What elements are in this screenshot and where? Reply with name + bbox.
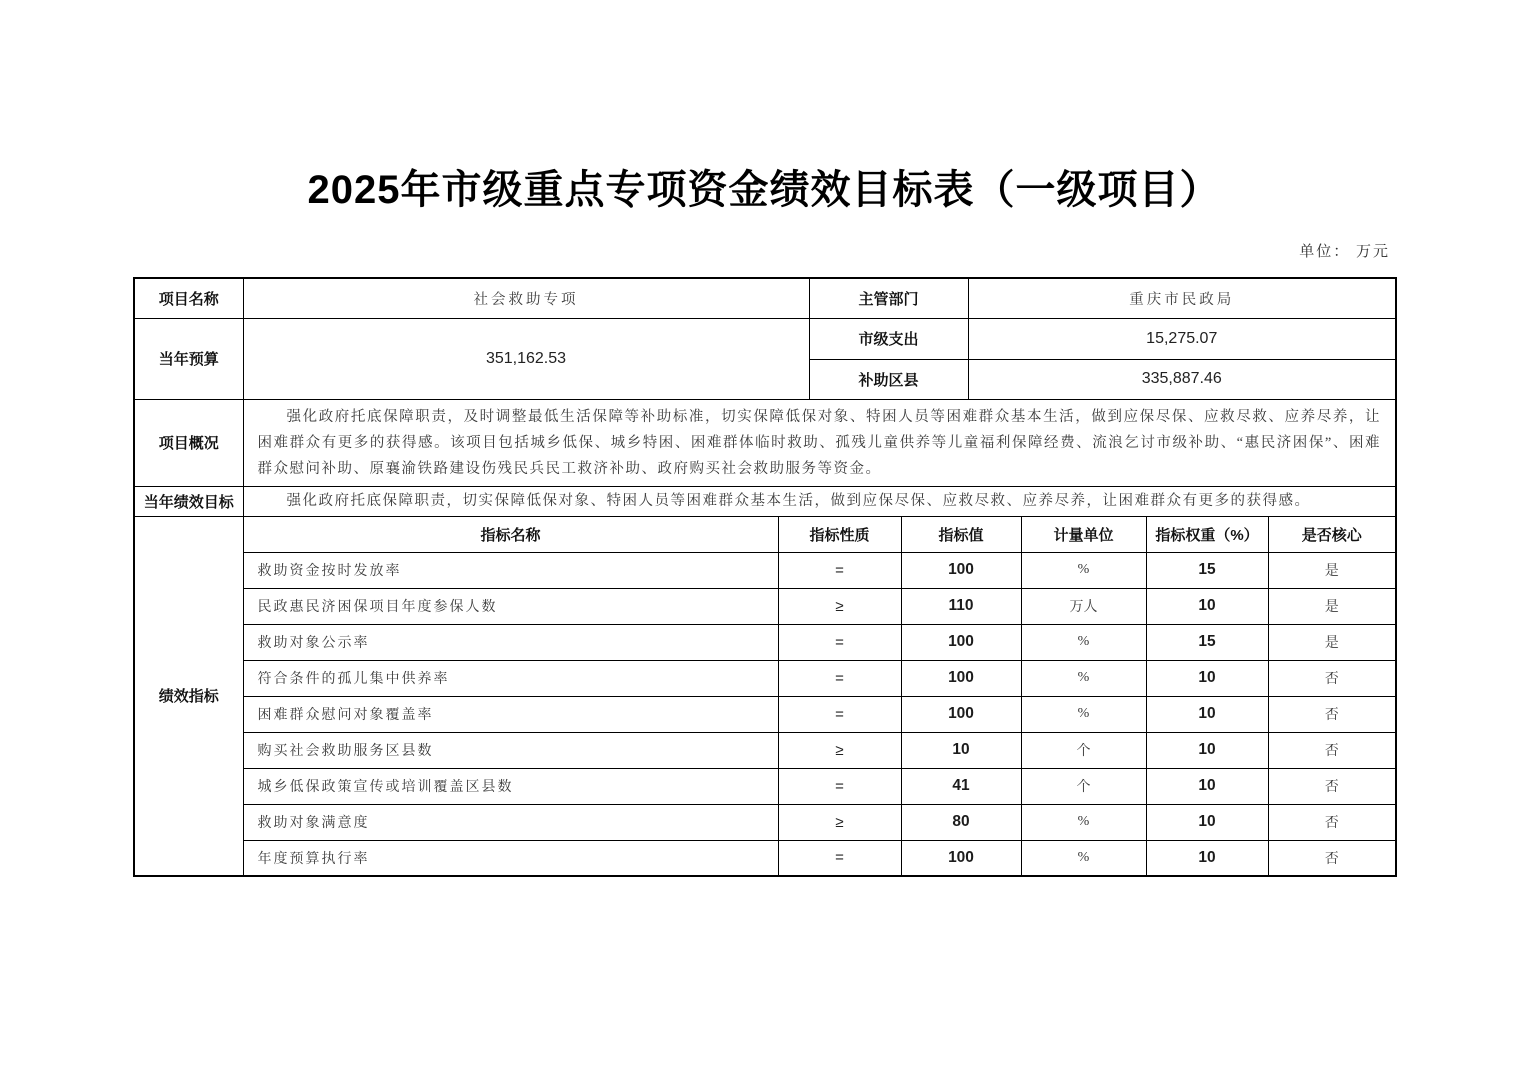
- table-row: [134, 399, 1396, 486]
- annual-target-text: 强化政府托底保障职责，切实保障低保对象、特困人员等困难群众基本生活，做到应保尽保、应救尽救、应养尽养，让困难群众有更多的获得感。: [243, 486, 1396, 516]
- indicator-name: 年度预算执行率: [243, 840, 778, 876]
- indicator-core: 否: [1268, 696, 1396, 732]
- indicator-row: [134, 732, 1396, 768]
- budget-label: 当年预算: [134, 318, 243, 399]
- header-is-core: 是否核心: [1268, 516, 1396, 552]
- indicator-core: 否: [1268, 732, 1396, 768]
- indicator-value: 100: [901, 624, 1021, 660]
- indicator-unit: 万人: [1021, 588, 1146, 624]
- indicator-weight: 15: [1146, 552, 1268, 588]
- indicator-name: 救助对象公示率: [243, 624, 778, 660]
- indicator-core: 否: [1268, 660, 1396, 696]
- city-expense-value: 15,275.07: [968, 318, 1396, 359]
- indicator-value: 110: [901, 588, 1021, 624]
- page-title: 2025年市级重点专项资金绩效目标表（一级项目）: [307, 168, 1221, 212]
- county-subsidy-label: 补助区县: [809, 359, 968, 399]
- indicator-unit: 个: [1021, 732, 1146, 768]
- indicator-value: 41: [901, 768, 1021, 804]
- table-row: [134, 486, 1396, 516]
- indicator-name: 符合条件的孤儿集中供养率: [243, 660, 778, 696]
- table-row: [134, 318, 1396, 359]
- indicator-weight: 15: [1146, 624, 1268, 660]
- indicator-nature: =: [778, 552, 901, 588]
- indicator-row: [134, 552, 1396, 588]
- indicator-unit: %: [1021, 660, 1146, 696]
- indicator-unit: %: [1021, 804, 1146, 840]
- department-label: 主管部门: [809, 278, 968, 318]
- table-row: [134, 278, 1396, 318]
- indicator-row: [134, 660, 1396, 696]
- indicator-name: 救助对象满意度: [243, 804, 778, 840]
- indicator-nature: =: [778, 624, 901, 660]
- budget-value: 351,162.53: [243, 318, 809, 399]
- department-value: 重庆市民政局: [968, 278, 1396, 318]
- indicator-nature: ≥: [778, 804, 901, 840]
- indicator-unit: %: [1021, 840, 1146, 876]
- indicator-value: 80: [901, 804, 1021, 840]
- indicator-value: 100: [901, 660, 1021, 696]
- indicator-nature: =: [778, 768, 901, 804]
- indicator-value: 100: [901, 696, 1021, 732]
- header-indicator-value: 指标值: [901, 516, 1021, 552]
- indicator-name: 救助资金按时发放率: [243, 552, 778, 588]
- indicator-nature: =: [778, 840, 901, 876]
- header-indicator-nature: 指标性质: [778, 516, 901, 552]
- indicator-name: 困难群众慰问对象覆盖率: [243, 696, 778, 732]
- indicator-header-row: [134, 516, 1396, 552]
- indicator-unit: %: [1021, 552, 1146, 588]
- unit-label: 单位： 万元: [1299, 244, 1390, 260]
- indicator-core: 是: [1268, 624, 1396, 660]
- indicator-row: [134, 696, 1396, 732]
- indicator-nature: =: [778, 696, 901, 732]
- indicator-name: 民政惠民济困保项目年度参保人数: [243, 588, 778, 624]
- header-indicator-name: 指标名称: [243, 516, 778, 552]
- indicator-unit: 个: [1021, 768, 1146, 804]
- indicator-weight: 10: [1146, 840, 1268, 876]
- indicator-weight: 10: [1146, 588, 1268, 624]
- county-subsidy-value: 335,887.46: [968, 359, 1396, 399]
- indicators-section-label: 绩效指标: [134, 516, 243, 876]
- indicator-nature: ≥: [778, 732, 901, 768]
- header-indicator-weight: 指标权重（%）: [1146, 516, 1268, 552]
- indicator-core: 否: [1268, 804, 1396, 840]
- indicator-nature: =: [778, 660, 901, 696]
- indicator-row: [134, 588, 1396, 624]
- city-expense-label: 市级支出: [809, 318, 968, 359]
- project-name-value: 社会救助专项: [243, 278, 809, 318]
- overview-text: 强化政府托底保障职责，及时调整最低生活保障等补助标准，切实保障低保对象、特困人员等困难群众基本生活，做到应保尽保、应救尽救、应养尽养，让困难群众有更多的获得感。该项目包括城乡低保、城乡特困、困难群体临时救助、孤残儿童供养等儿童福利保障经费、流浪乞讨市级补助、“惠民济困保”、困难群众慰问补助、原襄渝铁路建设伤残民兵民工救济补助、政府购买社会救助服务等资金。: [243, 399, 1396, 486]
- indicator-row: [134, 804, 1396, 840]
- indicator-weight: 10: [1146, 732, 1268, 768]
- indicator-core: 是: [1268, 552, 1396, 588]
- indicator-unit: %: [1021, 624, 1146, 660]
- indicator-unit: %: [1021, 696, 1146, 732]
- indicator-core: 否: [1268, 768, 1396, 804]
- indicator-row: [134, 840, 1396, 876]
- indicator-weight: 10: [1146, 804, 1268, 840]
- indicator-value: 100: [901, 552, 1021, 588]
- indicator-weight: 10: [1146, 696, 1268, 732]
- project-name-label: 项目名称: [134, 278, 243, 318]
- indicator-value: 10: [901, 732, 1021, 768]
- overview-label: 项目概况: [134, 399, 243, 486]
- header-measure-unit: 计量单位: [1021, 516, 1146, 552]
- indicator-weight: 10: [1146, 660, 1268, 696]
- indicator-core: 否: [1268, 840, 1396, 876]
- indicator-row: [134, 624, 1396, 660]
- indicator-name: 购买社会救助服务区县数: [243, 732, 778, 768]
- indicator-value: 100: [901, 840, 1021, 876]
- annual-target-label: 当年绩效目标: [134, 486, 243, 516]
- performance-target-table: [133, 277, 1397, 877]
- indicator-nature: ≥: [778, 588, 901, 624]
- indicator-name: 城乡低保政策宣传或培训覆盖区县数: [243, 768, 778, 804]
- indicator-row: [134, 768, 1396, 804]
- indicator-weight: 10: [1146, 768, 1268, 804]
- indicator-core: 是: [1268, 588, 1396, 624]
